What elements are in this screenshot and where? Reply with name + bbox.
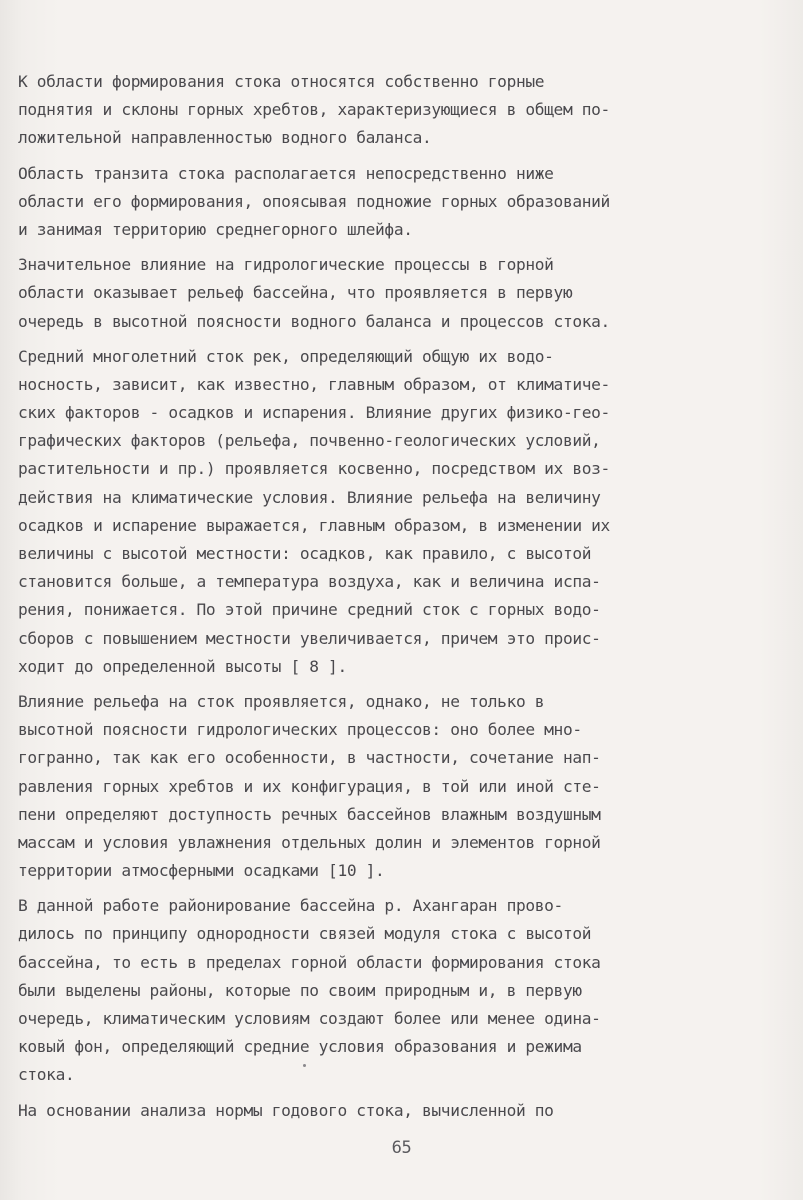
text-line: очередь, климатическим условиям создают более или менее одина- xyxy=(18,1009,601,1028)
text-line: поднятия и склоны горных хребтов, характеризующиеся в общем по- xyxy=(18,100,610,120)
paragraph-transit-area xyxy=(18,160,753,245)
text-line: рения, понижается. По этой причине средний сток с горных водо- xyxy=(18,600,601,620)
text-line: ских факторов - осадков и испарения. Влияние других физико-гео- xyxy=(18,403,610,423)
text-line: ходит до определенной высоты [ 8 ]. xyxy=(18,656,347,676)
text-line: К области формирования стока относятся собственно горные xyxy=(18,72,545,91)
text-line: гогранно, так как его особенности, в частности, сочетание нап- xyxy=(18,748,601,768)
text-line: и занимая территорию среднегорного шлейфа. xyxy=(18,219,413,239)
text-line: Область транзита стока располагается непосредственно ниже xyxy=(18,163,554,183)
text-line: равления горных хребтов и их конфигурация, в той или иной сте- xyxy=(18,776,601,796)
text-line: дилось по принципу однородности связей модуля стока с высотой xyxy=(18,924,592,944)
text-line: ковый фон, определяющий средние условия образования и режима xyxy=(18,1037,582,1057)
text-line: ложительной направленностью водного баланса. xyxy=(18,128,432,148)
text-line: были выделены районы, которые по своим природным и, в первую xyxy=(18,980,582,1000)
text-line: растительности и пр.) проявляется косвенно, посредством их воз- xyxy=(18,459,610,479)
text-line: очередь в высотной поясности водного баланса и процессов стока. xyxy=(18,311,610,331)
text-line: пени определяют доступность речных бассейнов влажным воздушным xyxy=(18,804,601,824)
text-line: Влияние рельефа на сток проявляется, однако, не только в xyxy=(18,691,545,711)
paragraph-relief-influence xyxy=(18,251,753,336)
body-text xyxy=(18,68,753,1125)
page-number: 65 xyxy=(391,1138,412,1158)
paragraph-mean-runoff xyxy=(18,343,753,681)
paragraph-zoning xyxy=(18,892,753,1089)
text-line: величины с высотой местности: осадков, как правило, с высотой xyxy=(18,544,592,563)
text-line: В данной работе районирование бассейна р. Ахангаран прово- xyxy=(18,896,563,916)
text-line: действия на климатические условия. Влияние рельефа на величину xyxy=(18,487,601,507)
text-line: носность, зависит, как известно, главным образом, от климатиче- xyxy=(18,374,610,394)
paragraph-analysis xyxy=(18,1097,753,1125)
text-line: области его формирования, опоясывая подножие горных образований xyxy=(18,191,610,211)
paragraph-relief-runoff xyxy=(18,688,753,885)
text-line: сборов с повышением местности увеличивается, причем это проис- xyxy=(18,628,601,648)
paragraph-formation-area xyxy=(18,68,753,153)
text-line: На основании анализа нормы годового стока, вычисленной по xyxy=(18,1100,554,1120)
text-line: территории атмосферными осадками [10 ]. xyxy=(18,861,385,881)
text-line: высотной поясности гидрологических процессов: оно более мно- xyxy=(18,720,582,740)
text-line: бассейна, то есть в пределах горной области формирования стока xyxy=(18,952,601,972)
text-line: становится больше, а температура воздуха, как и величина испа- xyxy=(18,572,601,592)
text-line: Значительное влияние на гидрологические процессы в горной xyxy=(18,255,554,275)
text-line: Средний многолетний сток рек, определяющий общую их водо- xyxy=(18,346,554,366)
text-line: массам и условия увлажнения отдельных долин и элементов горной xyxy=(18,832,601,852)
text-line: осадков и испарение выражается, главным образом, в изменении их xyxy=(18,515,610,535)
text-line: графических факторов (рельефа, почвенно-геологических условий, xyxy=(18,431,601,451)
scan-speck xyxy=(303,1064,306,1067)
text-line: области оказывает рельеф бассейна, что проявляется в первую xyxy=(18,283,573,303)
text-line: стока. xyxy=(18,1065,75,1085)
